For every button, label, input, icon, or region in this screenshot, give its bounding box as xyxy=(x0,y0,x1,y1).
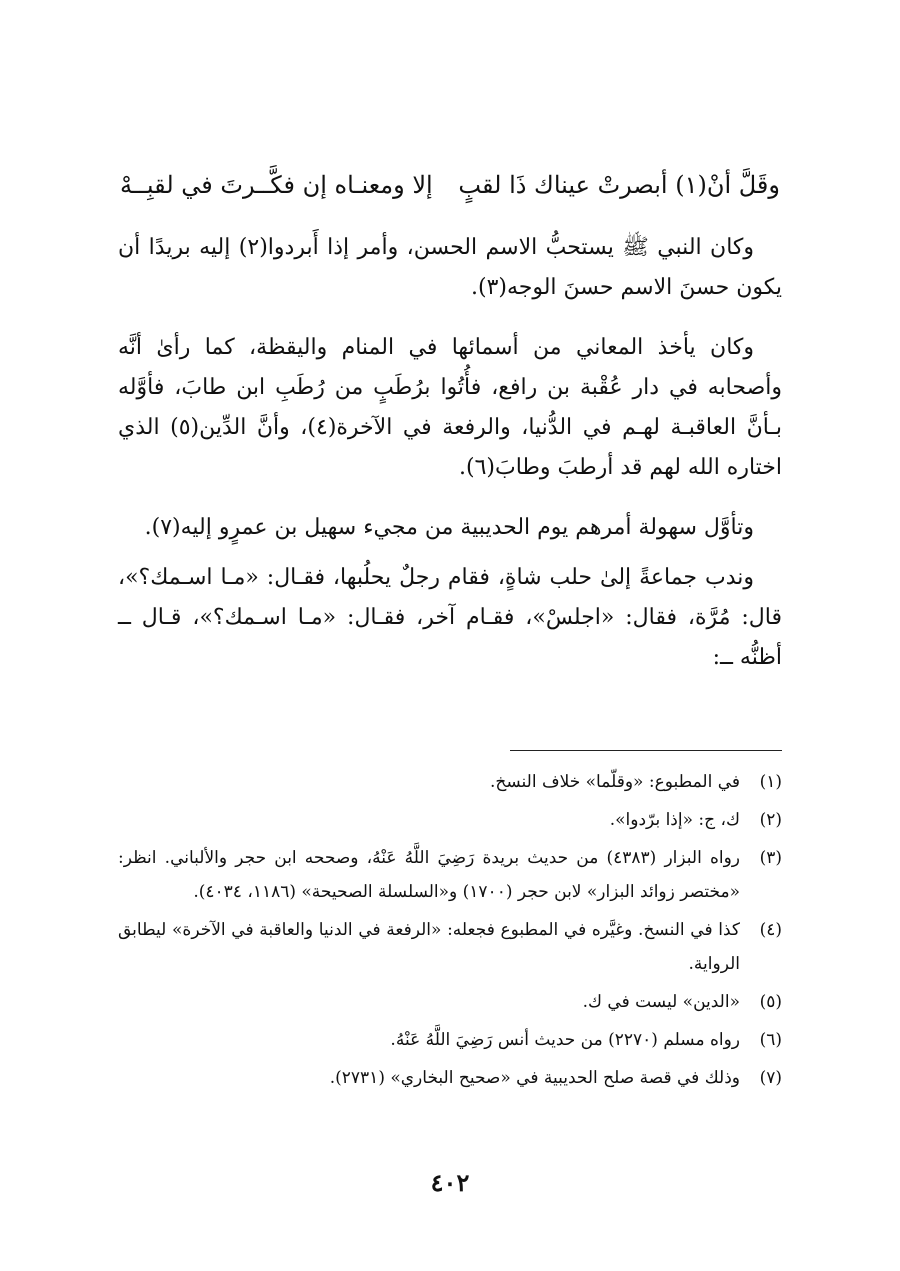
poem-hemistich-right: وقَلَّ أنْ(١) أبصرتْ عيناك ذَا لقبٍ xyxy=(458,171,780,199)
paragraph: وكان النبي ﷺ يستحبُّ الاسم الحسن، وأمر إذا أَبردوا(٢) إليه بريدًا أن يكون حسنَ الاسم حسنَ الوجه(٣). xyxy=(118,235,782,300)
footnote-number: (٤) xyxy=(759,920,782,940)
footnote-number: (٧) xyxy=(759,1068,782,1088)
footnote-number: (٥) xyxy=(759,992,782,1012)
footnote-text: «الدين» ليست في ك. xyxy=(582,992,740,1012)
footnote-text: في المطبوع: «وقلّما» خلاف النسخ. xyxy=(490,772,740,792)
footnote-separator xyxy=(510,750,782,751)
footnote-number: (٦) xyxy=(759,1030,782,1050)
footnote-text: كذا في النسخ. وغيَّره في المطبوع فجعله: «الرفعة في الدنيا والعاقبة في الآخرة» ليطابق الرواية. xyxy=(118,920,740,974)
footnote-number: (٣) xyxy=(759,848,782,868)
footnote-number: (٢) xyxy=(759,810,782,830)
paragraph: وتأوَّل سهولة أمرهم يوم الحديبية من مجيء سهيل بن عمرٍو إليه(٧). xyxy=(144,515,754,540)
footnote-item xyxy=(118,1061,782,1095)
poem-verse xyxy=(120,160,780,210)
footnote-item xyxy=(118,765,782,799)
footnote-item xyxy=(118,841,782,909)
paragraph: وندب جماعةً إلىٰ حلب شاةٍ، فقام رجلٌ يحلُبها، فقـال: «مـا اسـمك؟»، قال: مُرَّة، فقال: «اجلسْ»، فقـام آخر، فقـال: «مـا اسـمك؟»، قـال ــ أظنُّه ــ: xyxy=(118,565,782,670)
footnote-item xyxy=(118,985,782,1019)
footnotes xyxy=(118,765,782,1099)
footnote-item xyxy=(118,803,782,837)
footnote-text: رواه مسلم (٢٢٧٠) من حديث أنس رَضِيَ اللَّهُ عَنْهُ. xyxy=(390,1030,740,1050)
poem-hemistich-left: إلا ومعنـاه إن فكَّــرتَ في لقبِــهْ xyxy=(120,171,433,199)
footnote-item xyxy=(118,913,782,981)
page-number: ٤٠٢ xyxy=(430,1168,470,1197)
paragraph: وكان يأخذ المعاني من أسمائها في المنام واليقظة، كما رأىٰ أنَّه وأصحابه في دار عُقْبة بن رافع، فأُتُوا برُطَبٍ من رُطَبِ ابن طابَ، فأوَّله بـأنَّ العاقبـة لهـم في الدُّنيا، والرفعة في الآخرة(٤)، وأنَّ الدِّين(٥) الذي اختاره الله لهم قد أرطبَ وطابَ(٦). xyxy=(118,335,783,480)
footnote-text: وذلك في قصة صلح الحديبية في «صحيح البخاري» (٢٧٣١). xyxy=(329,1068,740,1088)
footnote-number: (١) xyxy=(759,772,782,792)
footnote-text: ك، ج: «إذا برّدوا». xyxy=(609,810,740,830)
footnote-text: رواه البزار (٤٣٨٣) من حديث بريدة رَضِيَ اللَّهُ عَنْهُ، وصححه ابن حجر والألباني. انظر: «مختصر زوائد البزار» لابن حجر (١٧٠٠) و«السلسلة الصحيحة» (١١٨٦، ٤٠٣٤). xyxy=(118,848,740,902)
footnote-item xyxy=(118,1023,782,1057)
main-text xyxy=(118,228,782,698)
